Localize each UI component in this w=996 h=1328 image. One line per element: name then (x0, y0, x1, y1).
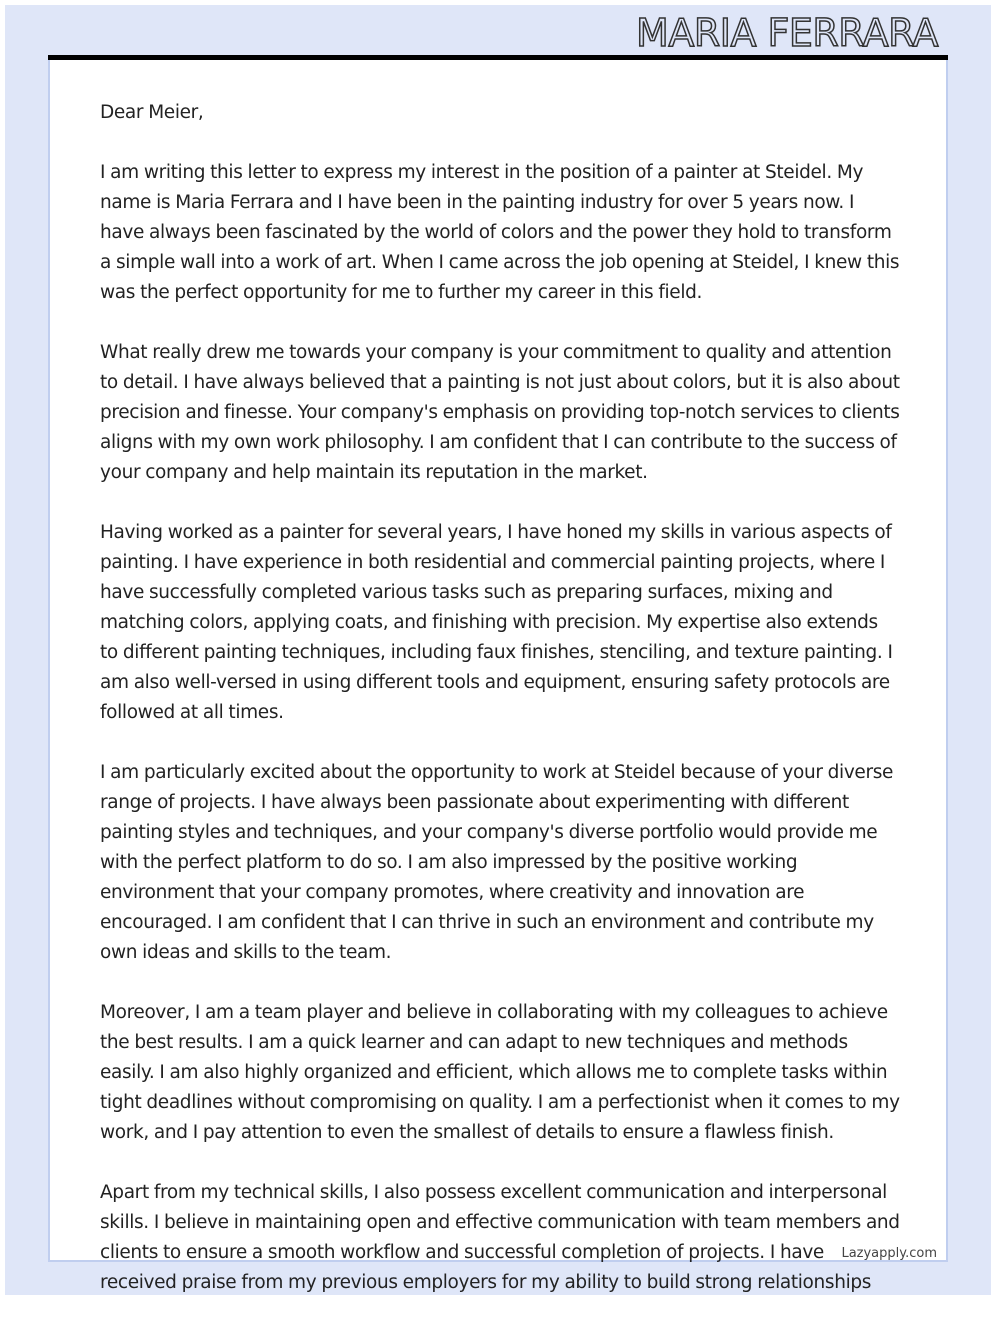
letter-body (100, 98, 900, 1328)
footer-brand-link[interactable]: Lazyapply.com (841, 1246, 937, 1261)
letter-paragraph-5: Moreover, I am a team player and believe in collaborating with my colleagues to achieve the best results. I am a quick learner and can adapt to new techniques and methods easily. I am also highly organized and efficient, which allows me to complete tasks within tight deadlines without compromising on quality. I am a perfectionist when it comes to my work, and I pay attention to even the smallest of details to ensure a flawless finish. (100, 1002, 900, 1143)
letter-paragraph-1: I am writing this letter to express my interest in the position of a painter at Steidel. My name is Maria Ferrara and I have been in the painting industry for over 5 years now. I have always been fascinated by the world of colors and the power they hold to transform a simple wall into a work of art. When I came across the job opening at Steidel, I knew this was the perfect opportunity for me to further my career in this field. (100, 162, 900, 303)
applicant-name-heading: MARIA FERRARA (636, 11, 938, 55)
letter-paragraph-4: I am particularly excited about the opportunity to work at Steidel because of your diverse range of projects. I have always been passionate about experimenting with different painting styles and techniques, and your company's diverse portfolio would provide me with the perfect platform to do so. I am also impressed by the positive working environment that your company promotes, where creativity and innovation are encouraged. I am confident that I can thrive in such an environment and contribute my own ideas and skills to the team. (100, 762, 894, 963)
letter-salutation: Dear Meier, (100, 102, 204, 123)
letter-paragraph-6: Apart from my technical skills, I also possess excellent communication and interpersonal skills. I believe in maintaining open and effective communication with team members and clients to ensure a smooth workflow and successful completion of projects. I have received praise from my previous employers for my ability to build strong relationships (100, 1182, 900, 1293)
letter-paragraph-3: Having worked as a painter for several years, I have honed my skills in various aspects of painting. I have experience in both residential and commercial painting projects, where I have successfully completed various tasks such as preparing surfaces, mixing and matching colors, applying coats, and finishing with precision. My expertise also extends to different painting techniques, including faux finishes, stenciling, and texture painting. I am also well-versed in using different tools and equipment, ensuring safety protocols are followed at all times. (100, 522, 893, 723)
letter-paragraph-2: What really drew me towards your company is your commitment to quality and attention to detail. I have always believed that a painting is not just about colors, but it is also about precision and finesse. Your company's emphasis on providing top-notch services to clients aligns with my own work philosophy. I am confident that I can contribute to the success of your company and help maintain its reputation in the market. (100, 342, 900, 483)
